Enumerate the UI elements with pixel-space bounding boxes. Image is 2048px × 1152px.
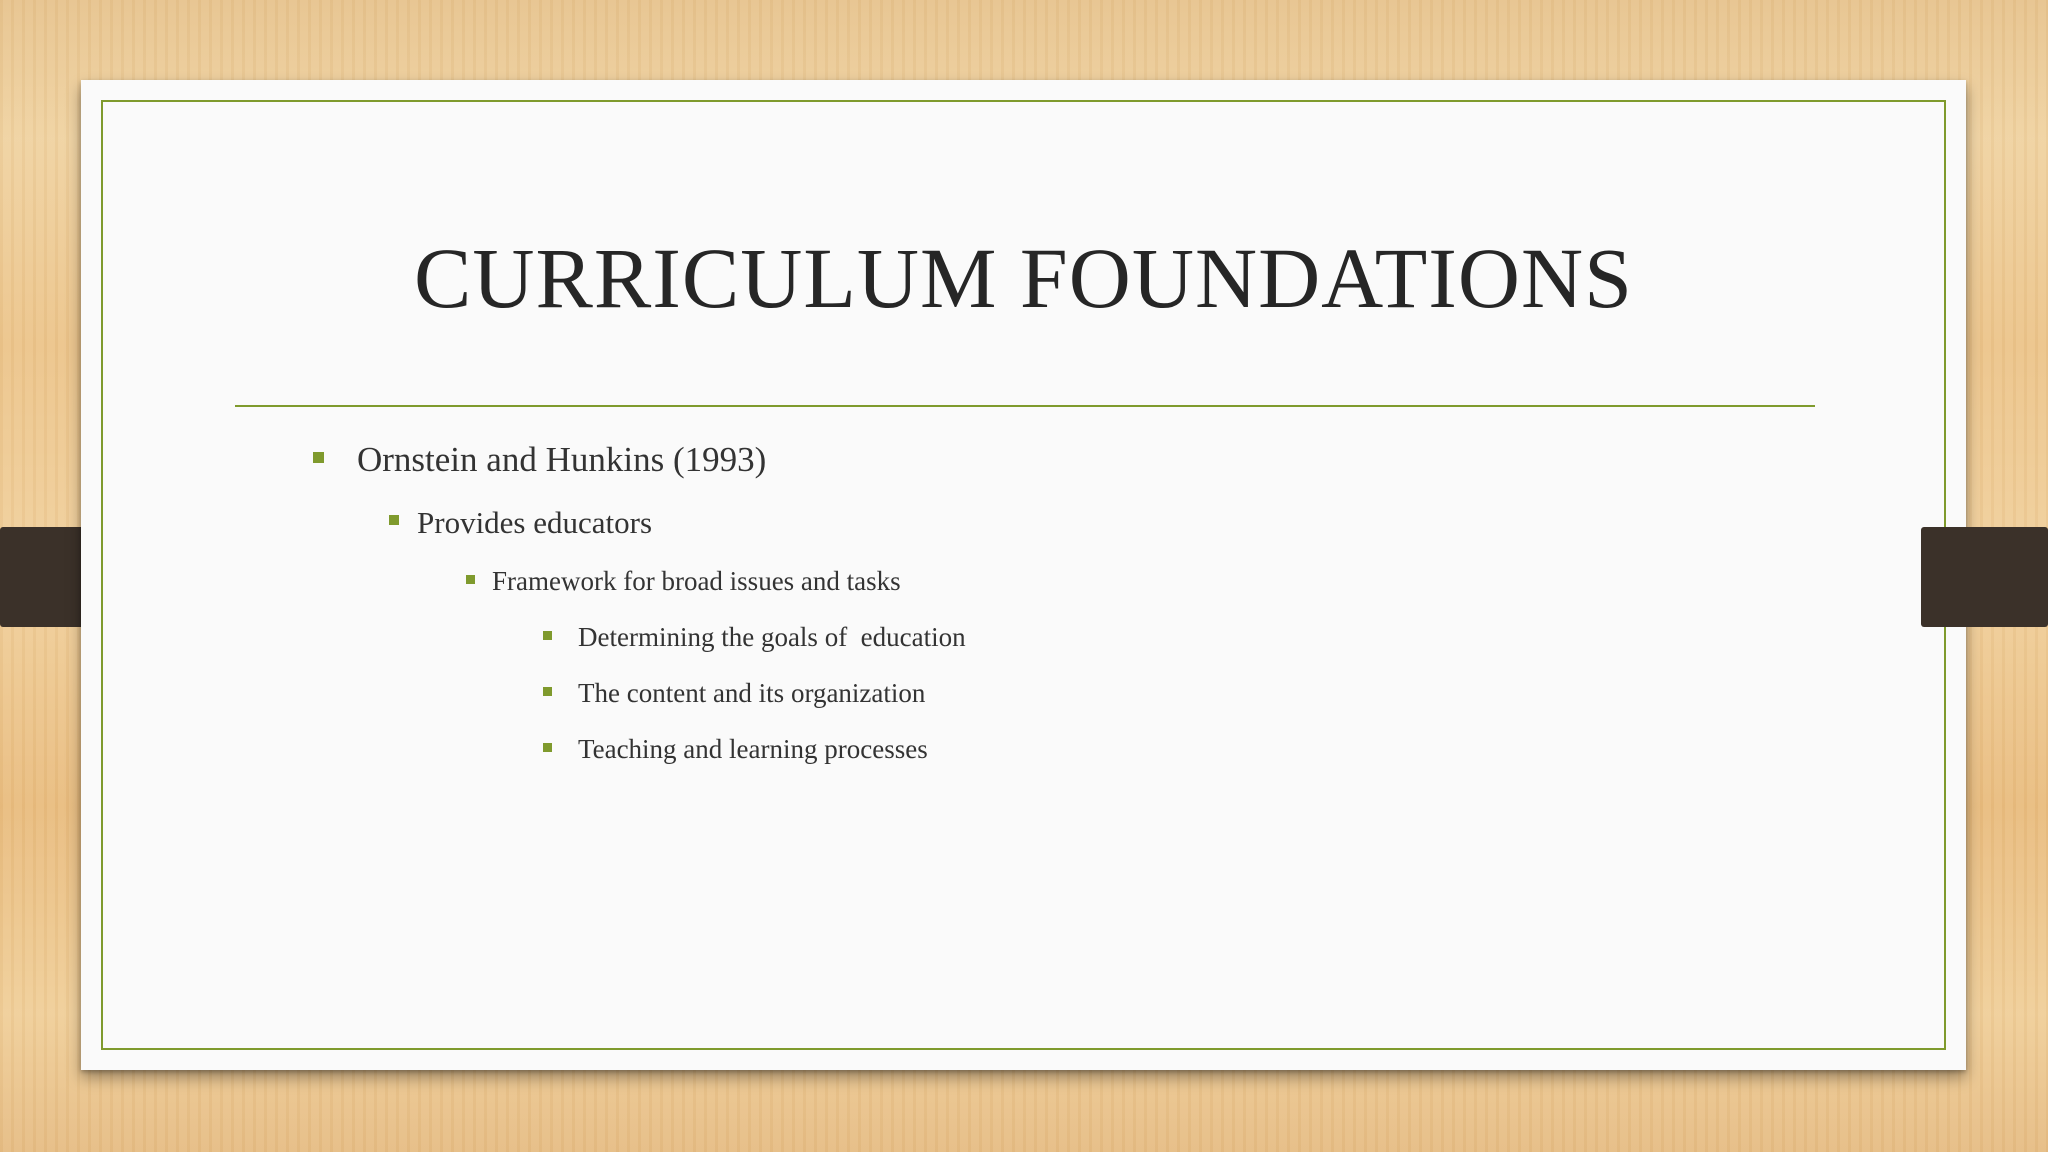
bullet-text: Ornstein and Hunkins (1993)	[357, 440, 767, 479]
bullet-text: The content and its organization	[578, 678, 926, 708]
square-bullet-icon	[543, 631, 552, 640]
bullet-text: Framework for broad issues and tasks	[492, 566, 901, 596]
bullet-text: Determining the goals of education	[578, 622, 966, 652]
bullet-level-2	[389, 505, 652, 541]
right-binder-clip	[1921, 527, 2048, 627]
square-bullet-icon	[466, 575, 475, 584]
square-bullet-icon	[313, 452, 324, 463]
bullet-text: Provides educators	[417, 505, 653, 540]
bullet-text: Teaching and learning processes	[578, 734, 928, 764]
bullet-level-4	[543, 734, 928, 765]
title-divider	[235, 405, 1815, 407]
slide-title: CURRICULUM FOUNDATIONS	[414, 230, 1633, 326]
square-bullet-icon	[389, 515, 399, 525]
bullet-level-3	[466, 566, 901, 597]
bullet-level-4	[543, 678, 925, 709]
bullet-level-1	[313, 440, 766, 480]
square-bullet-icon	[543, 687, 552, 696]
bullet-level-4	[543, 622, 966, 653]
square-bullet-icon	[543, 743, 552, 752]
slide	[81, 80, 1966, 1070]
